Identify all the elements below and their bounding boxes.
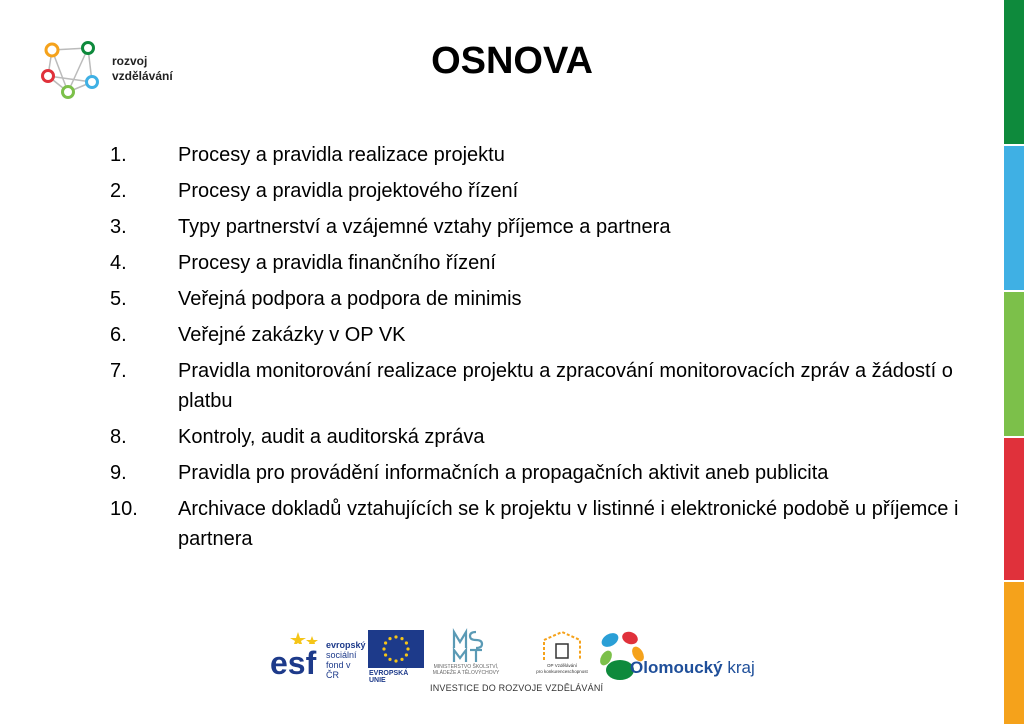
list-item	[110, 320, 970, 350]
esf-icon	[268, 630, 324, 678]
strip-blue	[1004, 146, 1024, 290]
page-title: OSNOVA	[431, 40, 593, 82]
outline-list	[110, 140, 970, 560]
list-item	[110, 356, 970, 416]
investice-label: INVESTICE DO ROZVOJE VZDĚLÁVÁNÍ	[430, 683, 604, 693]
list-item	[110, 422, 970, 452]
logo-line1: rozvoj	[112, 54, 148, 68]
logo-line2: vzdělávání	[112, 69, 173, 83]
item-text: Typy partnerství a vzájemné vztahy příjemce a partnera	[178, 216, 671, 238]
item-text: Veřejná podpora a podpora de minimis	[178, 288, 522, 310]
olomoucky-label: Olomoucký	[630, 658, 723, 677]
color-strip	[1004, 0, 1024, 724]
strip-lightgreen	[1004, 292, 1024, 436]
item-number: 4.	[110, 252, 127, 274]
eu-flag-icon	[368, 630, 424, 668]
opvk-line2: pro konkurenceschopnost	[536, 668, 588, 674]
item-number: 7.	[110, 360, 127, 382]
eu-logo	[368, 630, 426, 684]
opvk-icon	[534, 630, 590, 662]
strip-orange	[1004, 582, 1024, 724]
item-number: 10.	[110, 498, 138, 520]
svg-text:esf: esf	[270, 645, 317, 678]
list-item	[110, 140, 970, 170]
list-item	[110, 494, 970, 554]
item-number: 2.	[110, 180, 127, 202]
kraj-label: kraj	[727, 658, 755, 677]
opvk-line1: OP Vzdělávání	[547, 663, 577, 668]
eu-label: EVROPSKÁ UNIE	[369, 670, 409, 684]
opvk-logo	[534, 630, 590, 680]
msmt-line2: MLÁDEŽE A TĚLOVÝCHOVY	[432, 670, 500, 676]
item-number: 8.	[110, 426, 127, 448]
list-item	[110, 248, 970, 278]
item-number: 1.	[110, 144, 127, 166]
item-text: Veřejné zakázky v OP VK	[178, 324, 406, 346]
list-item	[110, 176, 970, 206]
msmt-line1: MINISTERSTVO ŠKOLSTVÍ,	[433, 664, 499, 670]
esf-line2: sociální	[326, 650, 357, 660]
list-item	[110, 458, 970, 488]
esf-line1: evropský	[326, 640, 366, 650]
item-number: 6.	[110, 324, 127, 346]
item-number: 5.	[110, 288, 127, 310]
item-text: Procesy a pravidla finančního řízení	[178, 252, 496, 274]
olomoucky-kraj-logo	[596, 628, 756, 684]
item-text: Procesy a pravidla projektového řízení	[178, 180, 519, 202]
item-number: 3.	[110, 216, 127, 238]
msmt-icon	[430, 628, 502, 664]
esf-logo	[268, 630, 364, 678]
esf-line3: fond v ČR	[326, 660, 351, 680]
item-text: Pravidla monitorování realizace projektu a zpracování monitorovacích zpráv a žádostí o platbu	[178, 360, 953, 412]
list-item	[110, 212, 970, 242]
item-number: 9.	[110, 462, 127, 484]
item-text: Kontroly, audit a auditorská zpráva	[178, 426, 485, 448]
msmt-logo	[430, 628, 502, 678]
item-text: Procesy a pravidla realizace projektu	[178, 144, 505, 166]
item-text: Archivace dokladů vztahujících se k projektu v listinné i elektronické podobě u příjemce i partnera	[178, 498, 959, 550]
strip-red	[1004, 438, 1024, 580]
item-text: Pravidla pro provádění informačních a propagačních aktivit aneb publicita	[178, 462, 829, 484]
list-item	[110, 284, 970, 314]
